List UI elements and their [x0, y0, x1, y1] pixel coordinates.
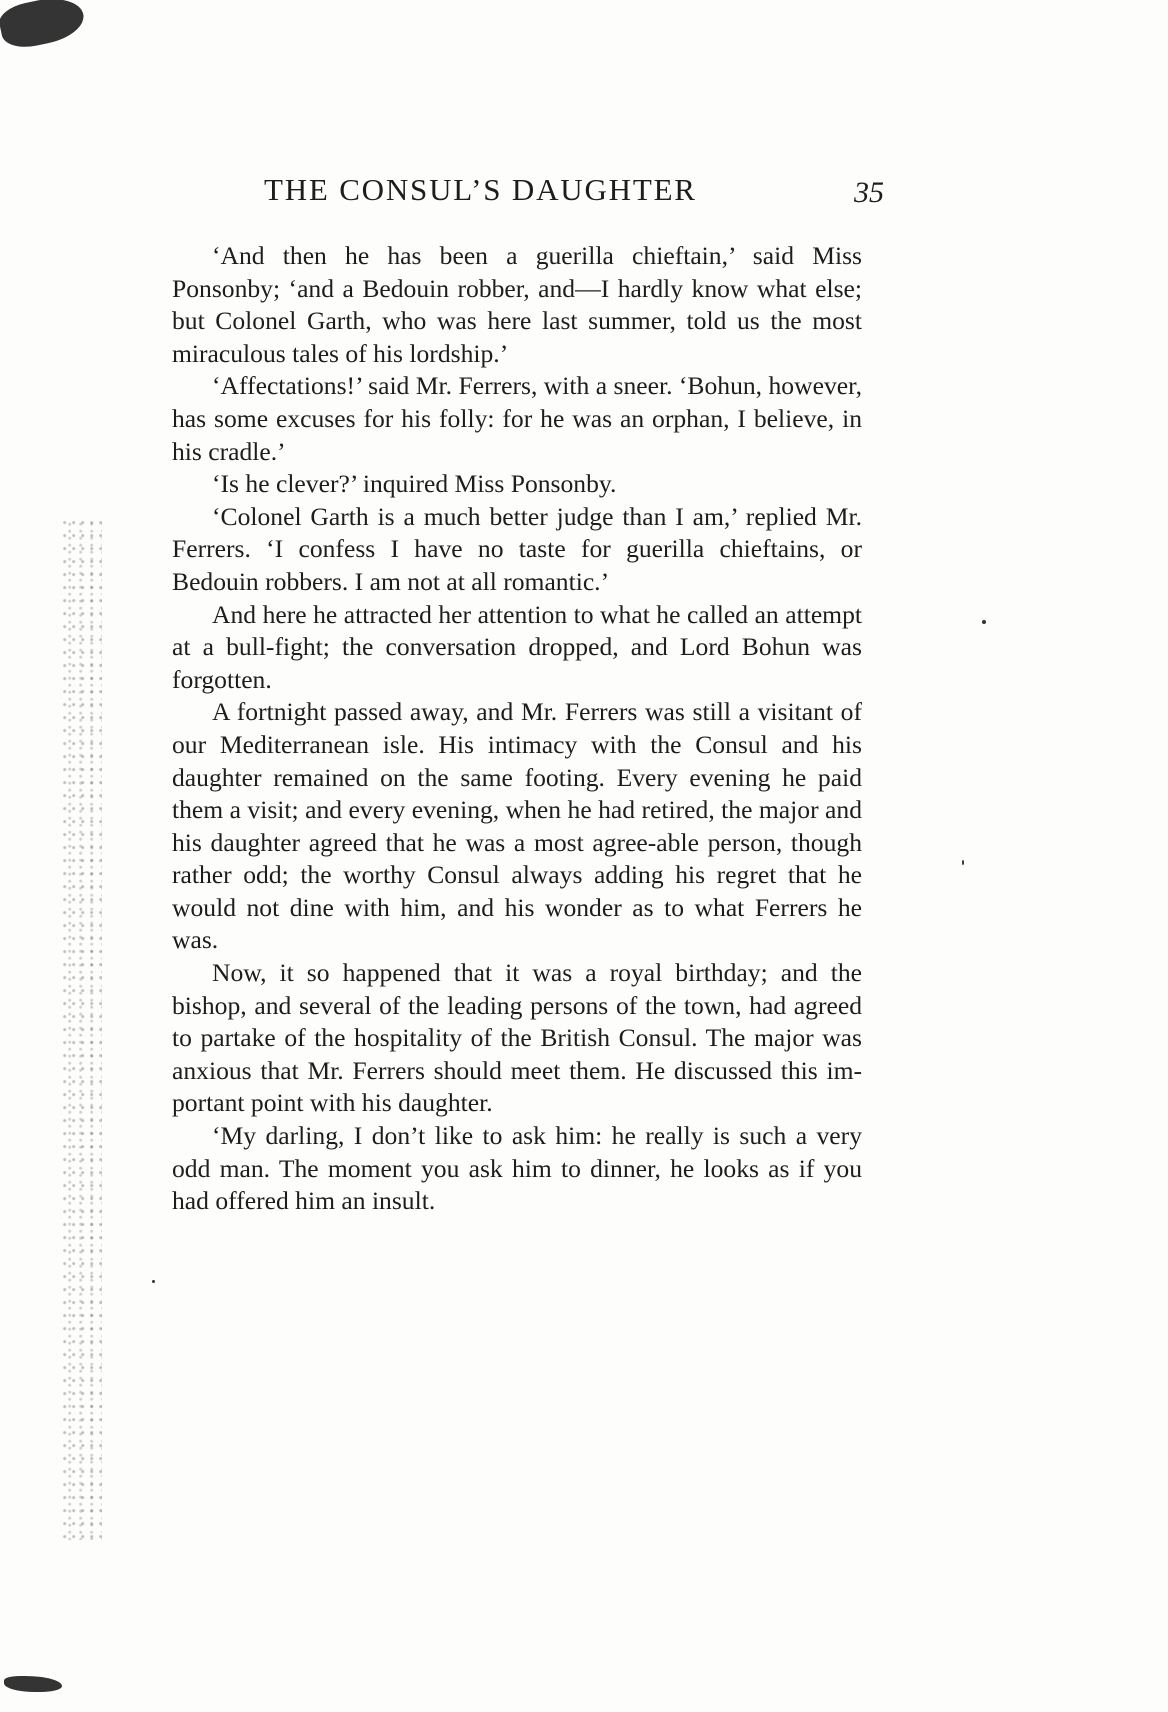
paragraph: And here he attracted her attention to what he called an attempt at a bull-fight; the conversation dropped, and Lord Bohun was forgotten.	[172, 599, 862, 694]
paragraph: ‘Affectations!’ said Mr. Ferrers, with a sneer. ‘Bohun, however, has some excuses for his folly: for he was an orphan, I believe, in his cradle.’	[172, 371, 862, 466]
paragraph: ‘Colonel Garth is a much better judge than I am,’ replied Mr. Ferrers. ‘I confess I have no taste for guerilla chieftains, or Bedouin robbers. I am not at all romantic.’	[172, 501, 862, 596]
scan-smudge-bottom-left	[4, 1676, 62, 1692]
page-header	[264, 172, 884, 216]
paragraph: A fortnight passed away, and Mr. Ferrers was still a visitant of our Mediterranean isle. His intimacy with the Consul and his daughter remained on the same footing. Every evening he paid them a visit; and every evening, when he had retired, the major and his daughter agreed that he was a most agree-able person, though rather odd; the worthy Consul always adding his regret that he would not dine with him, and his wonder as to what Ferrers he was.	[172, 697, 862, 955]
paragraph: ‘My darling, I don’t like to ask him: he really is such a very odd man. The moment you ask him to dinner, he looks as if you had offered him an insult.	[172, 1121, 862, 1216]
body-text	[172, 240, 862, 1218]
scan-speckle-margin	[62, 520, 102, 1540]
scan-dot	[152, 1280, 155, 1283]
scan-dot	[962, 860, 964, 865]
scan-dot	[982, 620, 986, 624]
paragraph: ‘Is he clever?’ inquired Miss Ponsonby.	[212, 469, 617, 499]
paragraph: Now, it so happened that it was a royal birthday; and the bishop, and several of the leading persons of the town, had agreed to partake of the hospitality of the British Consul. The major was anxious that Mr. Ferrers should meet them. He discussed this im-portant point with his daughter.	[172, 958, 862, 1118]
paragraph: ‘And then he has been a guerilla chieftain,’ said Miss Ponsonby; ‘and a Bedouin robber, and—I hardly know what else; but Colonel Garth, who was here last summer, told us the most miraculous tales of his lordship.’	[172, 241, 862, 368]
scan-smudge-top-left	[0, 0, 88, 52]
page-number: 35	[854, 176, 884, 209]
running-title: THE CONSUL’S DAUGHTER	[264, 172, 697, 207]
